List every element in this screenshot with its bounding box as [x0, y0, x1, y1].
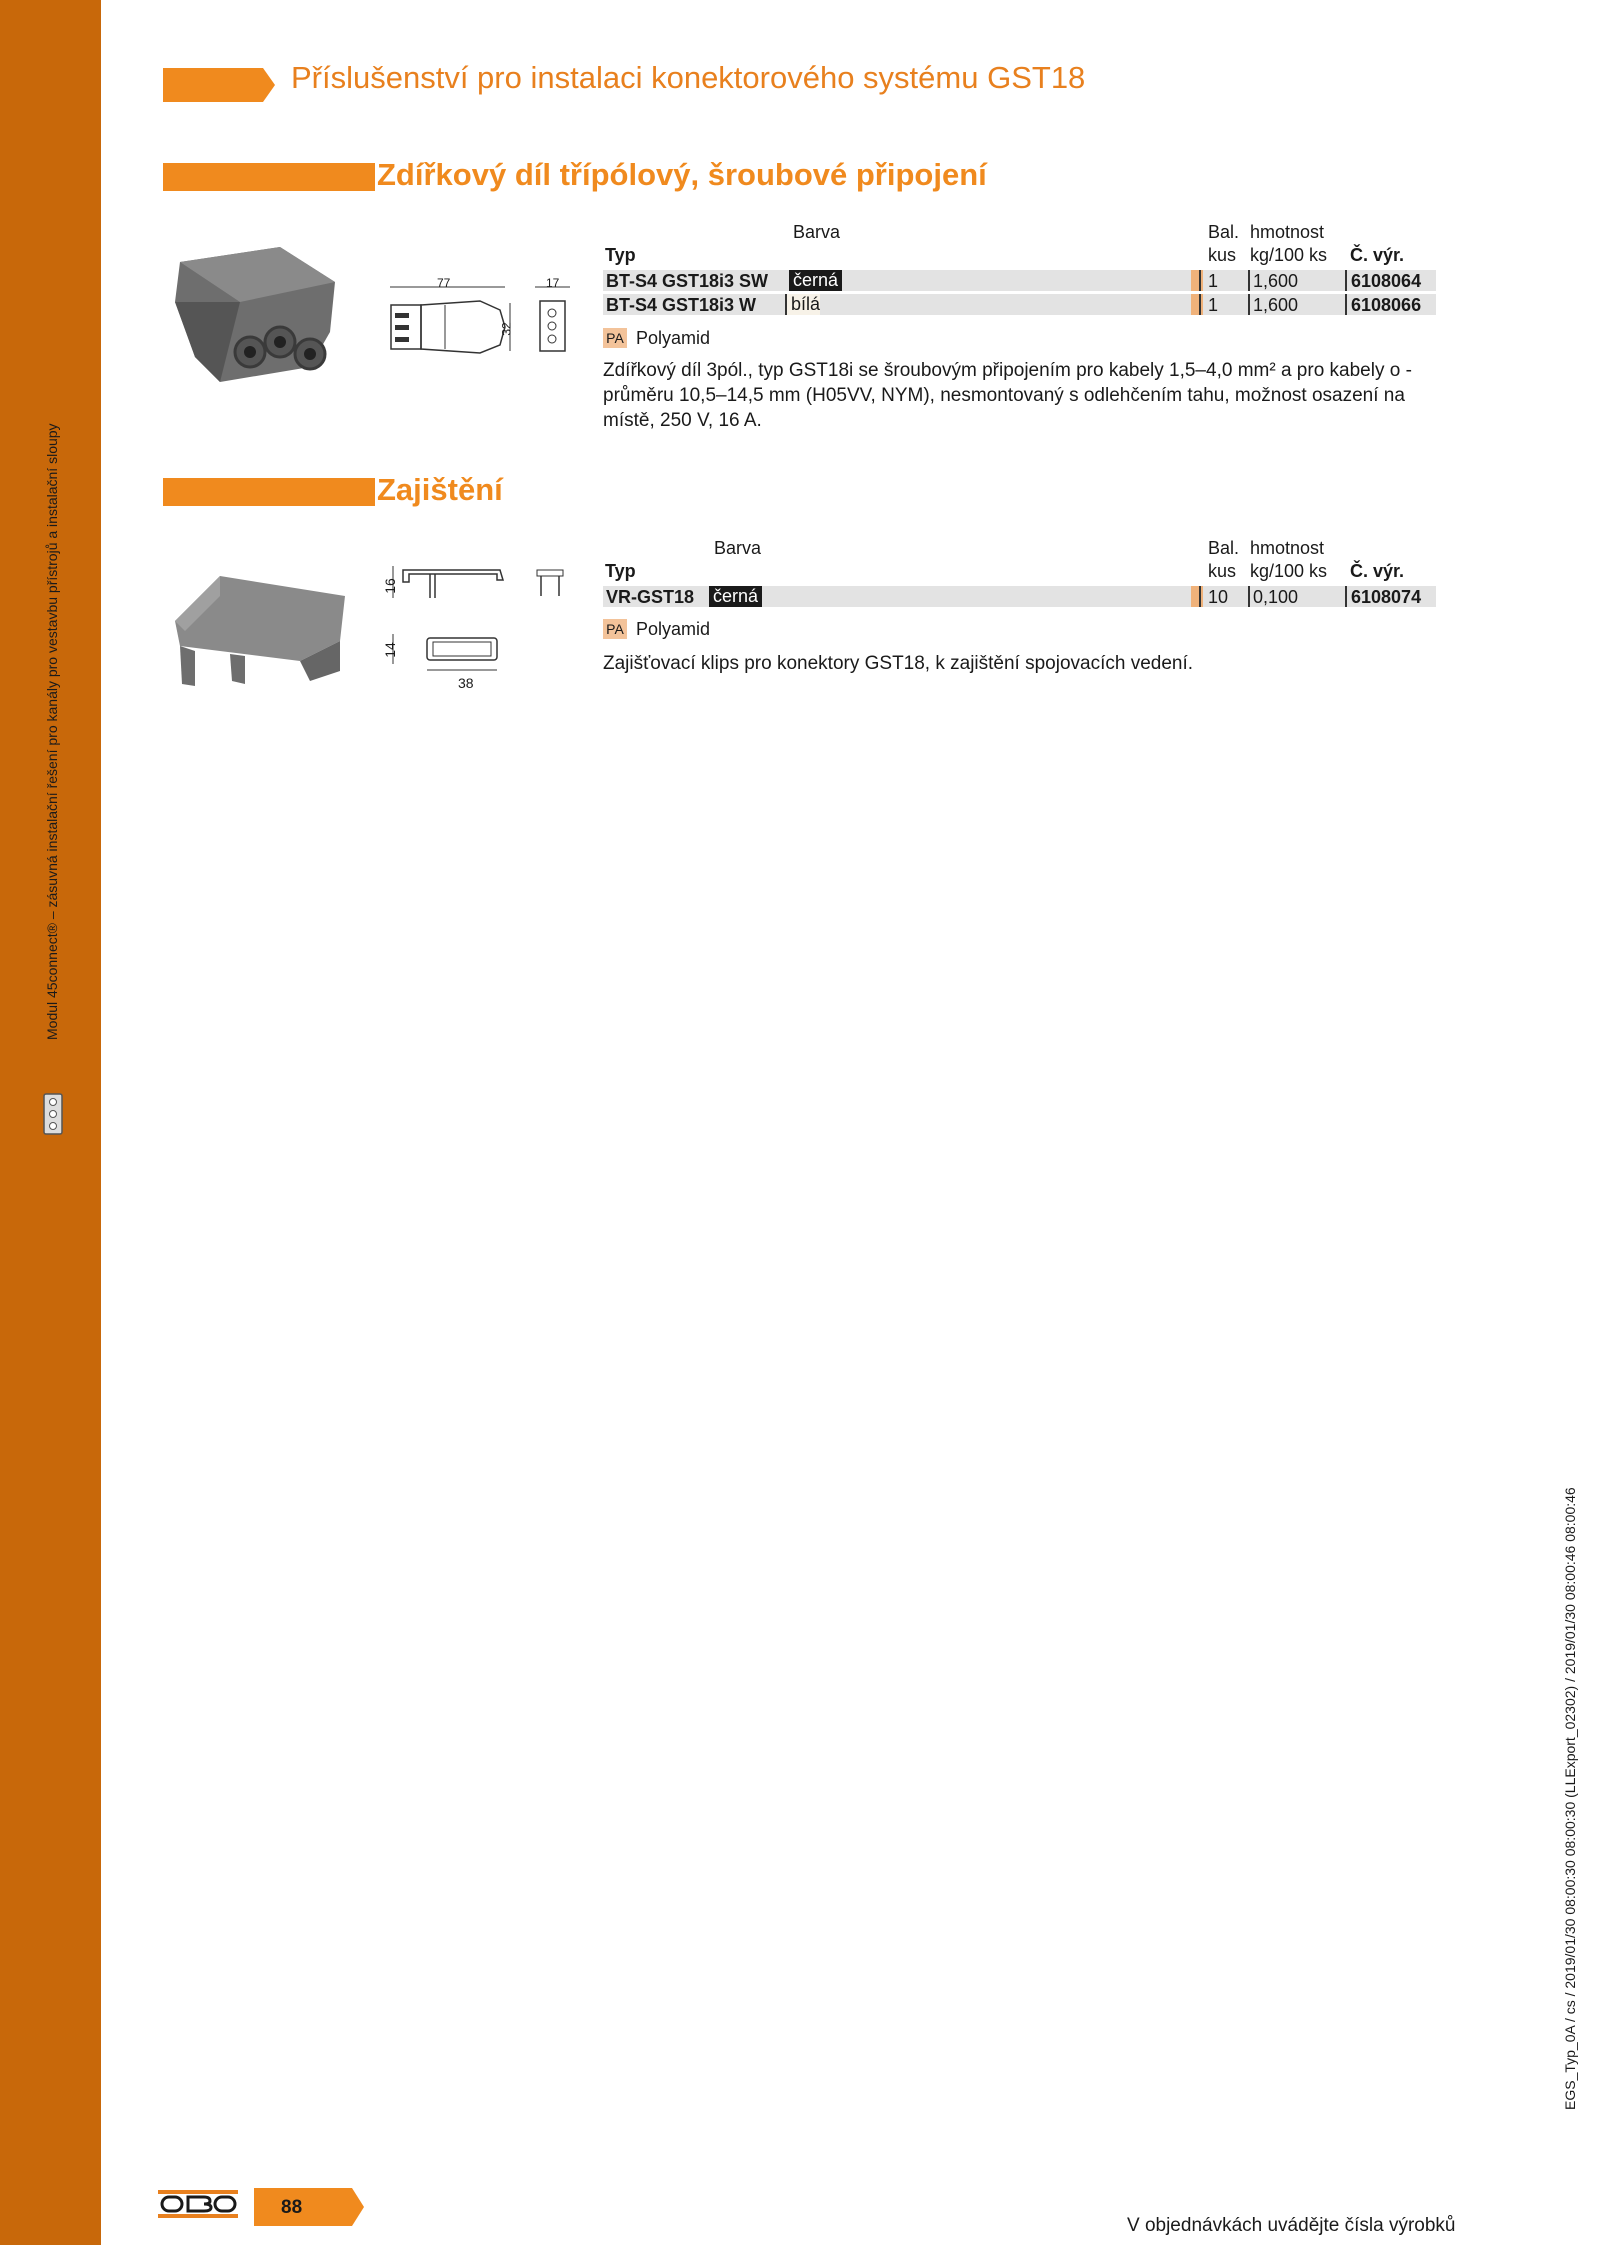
- cell-cvyr: 6108074: [1351, 587, 1422, 607]
- col-hmotnost: hmotnost: [1250, 538, 1325, 558]
- cell-hmotnost: 1,600: [1253, 295, 1299, 315]
- section-bar: [163, 478, 375, 506]
- row-sep: [1345, 270, 1347, 291]
- obo-logo: [158, 2190, 238, 2218]
- row-marker: [1191, 294, 1203, 315]
- cell-typ: VR-GST18: [606, 587, 695, 607]
- dim-height: 32: [499, 322, 514, 336]
- col-kg: kg/100 ks: [1250, 561, 1328, 581]
- col-cvyr: Č. výr.: [1350, 245, 1405, 265]
- page-number: 88: [281, 2197, 303, 2218]
- cell-barva: černá: [709, 586, 762, 607]
- col-kus: kus: [1208, 245, 1237, 265]
- col-bal: Bal.: [1208, 538, 1240, 558]
- table-row: [603, 270, 1436, 291]
- col-typ: Typ: [605, 245, 636, 265]
- clip-dimension-drawing: [385, 560, 575, 690]
- col-barva: Barva: [714, 538, 762, 558]
- row-marker: [1191, 270, 1203, 291]
- col-cvyr: Č. výr.: [1350, 561, 1405, 581]
- table-row: [603, 586, 1436, 607]
- header-arrow-icon: [163, 68, 275, 102]
- cell-kus: 1: [1208, 271, 1219, 291]
- col-kg: kg/100 ks: [1250, 245, 1328, 265]
- cell-barva: černá: [789, 270, 842, 291]
- cell-kus: 1: [1208, 295, 1219, 315]
- clip-product-image: [160, 566, 350, 696]
- dim-height: 16: [381, 578, 398, 594]
- col-bal: Bal.: [1208, 222, 1240, 242]
- page-title: Příslušenství pro instalaci konektorového systému GST18: [291, 60, 1086, 95]
- cell-hmotnost: 1,600: [1253, 271, 1299, 291]
- row-marker: [1191, 586, 1203, 607]
- col-typ: Typ: [605, 561, 636, 581]
- page-number-tab: [254, 2188, 364, 2226]
- footer-note: V objednávkách uvádějte čísla výrobků: [1127, 2215, 1456, 2236]
- dim-length: 38: [458, 675, 474, 691]
- material-badge: PA: [603, 328, 627, 348]
- socket-product-image: [160, 242, 350, 392]
- product-description: Zajišťovací klips pro konektory GST18, k zajištění spojovacích vedení.: [603, 653, 1194, 674]
- cell-typ: BT-S4 GST18i3 SW: [606, 271, 769, 291]
- row-sep: [1248, 294, 1250, 315]
- col-hmotnost: hmotnost: [1250, 222, 1325, 242]
- cell-typ: BT-S4 GST18i3 W: [606, 295, 757, 315]
- material-label: Polyamid: [636, 328, 711, 348]
- table-row: [603, 294, 1436, 315]
- section-title: Zajištění: [377, 472, 503, 507]
- cell-barva: bílá: [785, 294, 820, 315]
- row-sep: [1199, 270, 1201, 291]
- cell-hmotnost: 0,100: [1253, 587, 1299, 607]
- col-kus: kus: [1208, 561, 1237, 581]
- cell-cvyr: 6108064: [1351, 271, 1422, 291]
- row-sep: [1248, 270, 1250, 291]
- material-label: Polyamid: [636, 619, 711, 639]
- row-sep: [1199, 294, 1201, 315]
- product-description: Zdířkový díl 3pól., typ GST18i se šroubovým připojením pro kabely 1,5–4,0 mm² a pro kabely o -průměru 10,5–14,5 mm (H05VV, NYM), nesmontovaný s odlehčením tahu, možnost osazení na místě, 250 V, 16 A.: [603, 360, 1412, 431]
- section-bar: [163, 163, 375, 191]
- dim-width: 17: [546, 276, 560, 290]
- row-sep: [1199, 586, 1201, 607]
- cell-cvyr: 6108066: [1351, 295, 1422, 315]
- connector-module-icon: [42, 1090, 64, 1138]
- cell-kus: 10: [1208, 587, 1229, 607]
- row-sep: [1345, 294, 1347, 315]
- dim-depth: 14: [381, 642, 398, 658]
- section-title: Zdířkový díl třípólový, šroubové připojení: [377, 157, 987, 192]
- row-sep: [1345, 586, 1347, 607]
- row-sep: [1248, 586, 1250, 607]
- col-barva: Barva: [793, 222, 841, 242]
- material-badge: PA: [603, 619, 627, 639]
- dim-length: 77: [437, 276, 451, 290]
